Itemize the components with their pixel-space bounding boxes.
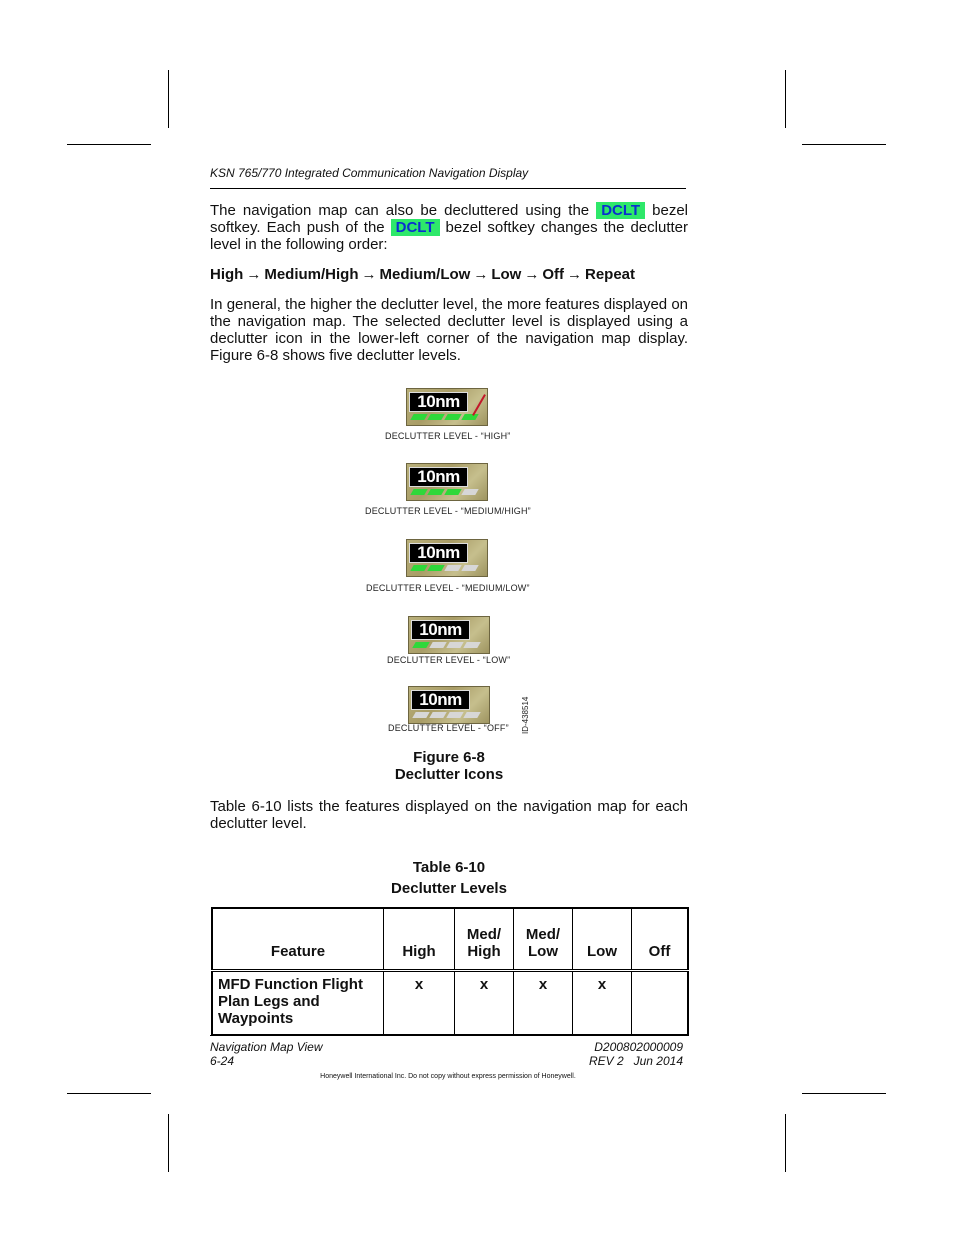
footer-right: [520, 1040, 683, 1068]
running-header: KSN 765/770 Integrated Communication Navigation Display: [210, 166, 529, 180]
arrow-right-icon: →: [361, 266, 377, 283]
feature-cell: [212, 971, 384, 1036]
figure-id: ID-438514: [521, 696, 530, 734]
icon-caption: DECLUTTER LEVEL - “HIGH”: [385, 431, 511, 441]
declutter-bar-off: [446, 642, 463, 648]
header-text: High: [467, 943, 501, 960]
declutter-bars: [414, 642, 486, 649]
crop-mark: [168, 1114, 169, 1172]
declutter-icon-frame: [406, 463, 488, 501]
order-item: Off: [542, 266, 564, 283]
range-readout: 10nm: [409, 467, 468, 487]
header-text: Med/: [466, 926, 502, 943]
declutter-bar-off: [444, 565, 461, 571]
cell-low: x: [573, 971, 632, 1036]
crop-mark: [785, 1114, 786, 1172]
order-item: Medium/Low: [379, 266, 471, 283]
header-rule: [210, 188, 686, 189]
crop-mark: [802, 144, 886, 145]
declutter-bar-off: [461, 565, 478, 571]
table-row: [212, 971, 688, 1036]
crop-mark: [67, 1093, 151, 1094]
header-med-high: [455, 908, 514, 971]
arrow-right-icon: →: [246, 266, 262, 283]
declutter-bars: [414, 712, 486, 719]
declutter-bar-on: [444, 489, 461, 495]
header-text: Low: [528, 943, 558, 960]
intro-text-3: bezel softkey changes the declutter level in the following order:: [210, 219, 688, 253]
arrow-right-icon: →: [524, 266, 540, 283]
explanation-paragraph: In general, the higher the declutter level, the more features displayed on the navigation map. The selected declutter level is displayed using a declutter icon in the lower-left corner of the navigation map display. Figure 6-8 shows five declutter levels.: [210, 296, 688, 364]
order-item: Repeat: [585, 266, 636, 283]
arrow-right-icon: →: [473, 266, 489, 283]
declutter-bar-on: [461, 414, 478, 420]
dclt-softkey-label: DCLT: [391, 219, 440, 236]
revision: REV 2 Jun 2014: [588, 1054, 683, 1068]
declutter-icon-frame: [408, 616, 490, 654]
crop-mark: [168, 70, 169, 128]
range-readout: 10nm: [411, 620, 470, 640]
cell-high: x: [384, 971, 455, 1036]
declutter-bar-on: [427, 489, 444, 495]
icon-caption: DECLUTTER LEVEL - “MEDIUM/HIGH”: [365, 506, 531, 516]
declutter-bar-on: [427, 414, 444, 420]
header-high: High: [384, 908, 455, 971]
crop-mark: [802, 1093, 886, 1094]
intro-text-1: The navigation map can also be decluttered using the: [210, 202, 590, 219]
declutter-bar-on: [412, 642, 429, 648]
range-readout: 10nm: [411, 690, 470, 710]
intro-text-2: bezel softkey. Each push of the: [210, 202, 689, 236]
declutter-bar-off: [463, 712, 480, 718]
declutter-bar-off: [429, 642, 446, 648]
declutter-bar-on: [444, 414, 461, 420]
copyright-notice: Honeywell International Inc. Do not copy without express permission of Honeywell.: [320, 1073, 576, 1080]
order-item: Low: [491, 266, 522, 283]
page-number: 6-24: [210, 1054, 235, 1068]
dclt-softkey-label: DCLT: [596, 202, 645, 219]
order-item: Medium/High: [264, 266, 359, 283]
declutter-bars: [412, 489, 484, 496]
figure-number: Figure 6-8: [413, 749, 485, 766]
range-readout: 10nm: [409, 392, 468, 412]
declutter-bar-on: [410, 414, 427, 420]
crop-mark: [785, 70, 786, 128]
declutter-bar-on: [410, 565, 427, 571]
intro-paragraph: [210, 202, 688, 253]
declutter-bar-off: [412, 712, 429, 718]
declutter-levels-table: [211, 907, 689, 1036]
declutter-bar-on: [410, 489, 427, 495]
figure-title: Declutter Icons: [394, 766, 504, 783]
declutter-bar-off: [429, 712, 446, 718]
range-readout: 10nm: [409, 543, 468, 563]
icon-caption: DECLUTTER LEVEL - “OFF”: [388, 723, 509, 733]
icon-caption: DECLUTTER LEVEL - “MEDIUM/LOW”: [366, 583, 530, 593]
arrow-right-icon: →: [567, 266, 582, 283]
header-off: Off: [632, 908, 689, 971]
icon-caption: DECLUTTER LEVEL - “LOW”: [387, 655, 511, 665]
cell-med-high: x: [455, 971, 514, 1036]
table-intro-paragraph: Table 6-10 lists the features displayed on the navigation map for each declutter level.: [210, 798, 688, 832]
declutter-bar-off: [461, 489, 478, 495]
crop-mark: [67, 144, 151, 145]
footer-left: [210, 1040, 323, 1068]
declutter-icon-frame: [406, 388, 488, 426]
footer-section: Navigation Map View: [210, 1040, 323, 1054]
header-low: Low: [573, 908, 632, 971]
header-text: Med/: [525, 926, 561, 943]
declutter-bar-on: [427, 565, 444, 571]
feature-text: Waypoints: [218, 1010, 294, 1027]
declutter-bars: [412, 565, 484, 572]
map-track-line: [472, 394, 486, 416]
declutter-bar-off: [463, 642, 480, 648]
declutter-icon-frame: [406, 539, 488, 577]
feature-text: MFD Function Flight: [218, 976, 363, 993]
cell-med-low: x: [514, 971, 573, 1036]
order-item: High: [210, 266, 244, 283]
cell-off: [632, 971, 689, 1036]
table-title: Declutter Levels: [391, 880, 507, 897]
header-med-low: [514, 908, 573, 971]
table-number: Table 6-10: [412, 859, 486, 876]
declutter-order: [210, 266, 635, 283]
footer-rule: [210, 1035, 686, 1036]
table-header-row: [212, 908, 688, 971]
header-feature: Feature: [212, 908, 384, 971]
declutter-icon-frame: [408, 686, 490, 724]
declutter-bar-off: [446, 712, 463, 718]
feature-text: Plan Legs and: [218, 993, 320, 1010]
doc-number: D200802000009: [594, 1040, 683, 1054]
